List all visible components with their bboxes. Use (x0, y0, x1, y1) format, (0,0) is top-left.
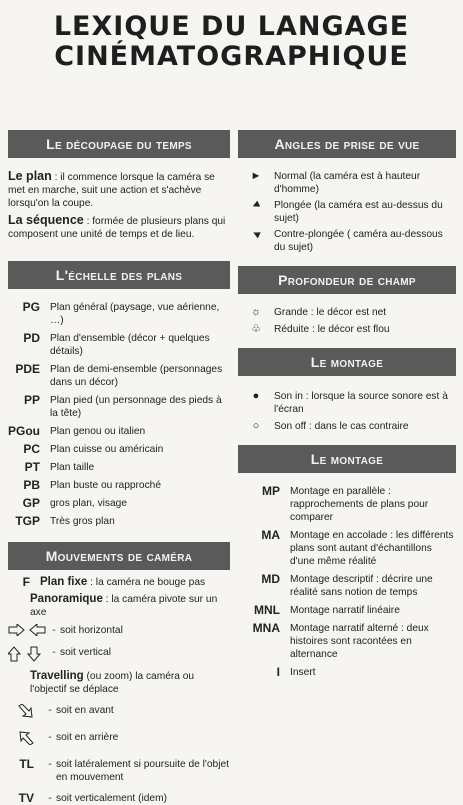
abbr: PG (22, 300, 40, 314)
desc: Plan genou ou italien (50, 426, 146, 437)
plongee-angle-icon: ◄ (248, 197, 264, 213)
section-header-echelle: L'échelle des plans (8, 261, 230, 289)
term-plan-fixe: Plan fixe (40, 576, 88, 588)
desc: Plongée (la caméra est au-dessus du sujet) (274, 200, 443, 224)
list-item (238, 666, 456, 679)
abbr: MP (262, 484, 280, 498)
title-line-2: CINÉMATOGRAPHIQUE (54, 41, 409, 72)
dash: - (48, 759, 52, 770)
echelle-list (8, 301, 230, 528)
empty-circle-icon: ○ (252, 420, 260, 432)
list-item (8, 731, 230, 749)
term-plan: Le plan (8, 169, 52, 183)
list-item (238, 323, 456, 336)
arrow-backward-icon (8, 731, 44, 749)
abbr: GP (22, 496, 40, 510)
page-title (0, 12, 463, 72)
desc: Plan taille (50, 462, 95, 473)
list-item (8, 704, 230, 722)
desc: Grande : le décor est net (274, 307, 387, 318)
list-item (8, 363, 230, 389)
desc: soit vertical (60, 647, 111, 658)
desc: Plan d'ensemble (décor + quelques détails) (50, 333, 210, 357)
arrows-vertical-icon (8, 646, 48, 666)
desc: Son in : lorsque la source sonore est à l'écran (274, 391, 448, 415)
desc: Plan cuisse ou américain (50, 444, 164, 455)
desc: Très gros plan (50, 516, 115, 527)
abbr: MA (261, 528, 280, 542)
desc: Montage narratif linéaire (290, 605, 400, 616)
list-item (238, 199, 456, 225)
section-header-profondeur: Profondeur de champ (238, 266, 456, 294)
list-item (8, 515, 230, 528)
list-item (8, 670, 230, 696)
list-item (8, 646, 230, 666)
section-header-mouvements: Mouvements de caméra (8, 542, 230, 570)
list-item (8, 624, 230, 640)
desc: soit en arrière (56, 732, 119, 743)
abbr: PT (24, 460, 40, 474)
def-plan: : il commence lorsque la caméra se met en marche, suit une action et s'achève lorsqu'on la coupe. (8, 172, 215, 209)
abbr: TV (18, 791, 34, 805)
abbr: MNA (252, 621, 280, 635)
term-travelling: Travelling (30, 670, 84, 682)
list-item (238, 306, 456, 319)
abbr: MNL (254, 603, 280, 617)
normal-angle-icon: ► (250, 170, 262, 182)
desc: gros plan, visage (50, 498, 128, 509)
def-sequence: : formée de plusieurs plans qui composent une unité de temps et de lieu. (8, 216, 226, 240)
desc: Son off : dans le cas contraire (274, 421, 409, 432)
dash: - (48, 732, 52, 743)
definition-plan (8, 170, 230, 210)
blur-icon: ♧ (251, 323, 261, 335)
dash: - (52, 647, 56, 658)
list-item (8, 443, 230, 456)
list-item (238, 170, 456, 196)
filled-circle-icon: ● (252, 390, 260, 402)
term-sequence: La séquence (8, 213, 84, 227)
desc: soit verticalement (idem) (56, 793, 167, 804)
list-item (8, 497, 230, 510)
desc: Insert (290, 667, 316, 678)
section-header-montage: Le montage (238, 445, 456, 473)
arrows-horizontal-icon (8, 624, 48, 640)
desc: Montage en parallèle : rapprochements de plans pour comparer (290, 486, 429, 523)
list-item (8, 461, 230, 474)
abbr: MD (261, 572, 280, 586)
abbr: PDE (15, 362, 40, 376)
list-item (8, 394, 230, 420)
desc: soit latéralement si poursuite de l'objet en mouvement (56, 759, 229, 783)
contre-plongee-angle-icon: ◄ (248, 226, 264, 242)
list-item (8, 576, 230, 589)
abbr: PC (23, 442, 40, 456)
dash: - (48, 705, 52, 716)
abbr: PP (23, 393, 40, 407)
desc: Plan pied (un personnage des pieds à la tête) (50, 395, 222, 419)
desc: Contre-plongée ( caméra au-dessous du sujet) (274, 229, 443, 253)
arrow-forward-icon (8, 704, 44, 722)
desc: soit en avant (56, 705, 114, 716)
section-header-angles: Angles de prise de vue (238, 130, 456, 158)
list-item (238, 420, 456, 433)
term-panoramique: Panoramique (30, 593, 103, 605)
abbr: PB (23, 478, 40, 492)
list-item (8, 593, 230, 619)
list-item (238, 529, 456, 568)
list-item (238, 390, 456, 416)
list-item (8, 792, 230, 805)
list-item (238, 622, 456, 661)
dash: - (52, 625, 56, 636)
list-item (238, 604, 456, 617)
left-column (8, 130, 230, 805)
abbr: TL (19, 757, 34, 771)
list-item (8, 301, 230, 327)
section-header-montage-son: Le montage (238, 348, 456, 376)
definition-sequence (8, 214, 230, 241)
right-column (238, 130, 456, 679)
desc: Montage descriptif : décrire une réalité sans notion de temps (290, 574, 433, 598)
section-header-decoupage: Le découpage du temps (8, 130, 230, 158)
desc: Plan général (paysage, vue aérienne, …) (50, 302, 220, 326)
desc: Montage en accolade : les différents plans sont autant d'échantillons d'une même réalité (290, 530, 454, 567)
list-item (8, 332, 230, 358)
abbr: PGou (8, 424, 40, 438)
dash: - (48, 793, 52, 804)
desc: Montage narratif alterné : deux histoires sont racontées en alternance (290, 623, 429, 660)
desc: soit horizontal (60, 625, 123, 636)
list-item (8, 758, 230, 784)
list-item (8, 479, 230, 492)
sun-icon: ☼ (250, 306, 262, 318)
title-line-1: LEXIQUE DU LANGAGE (53, 11, 410, 42)
abbr: F (22, 575, 30, 589)
abbr: TGP (15, 514, 40, 528)
def-travelling: (ou zoom) la caméra ou l'objectif se déplace (30, 671, 195, 695)
list-item (238, 485, 456, 524)
def-plan-fixe: : la caméra ne bouge pas (87, 577, 206, 588)
abbr: PD (23, 331, 40, 345)
list-item (238, 573, 456, 599)
list-item (238, 228, 456, 254)
desc: Réduite : le décor est flou (274, 324, 390, 335)
abbr: I (276, 665, 280, 679)
desc: Normal (la caméra est à hauteur d'homme) (274, 171, 421, 195)
desc: Plan buste ou rapproché (50, 480, 162, 491)
list-item (8, 425, 230, 438)
def-panoramique: : la caméra pivote sur un axe (30, 594, 218, 618)
desc: Plan de demi-ensemble (personnages dans un décor) (50, 364, 223, 388)
